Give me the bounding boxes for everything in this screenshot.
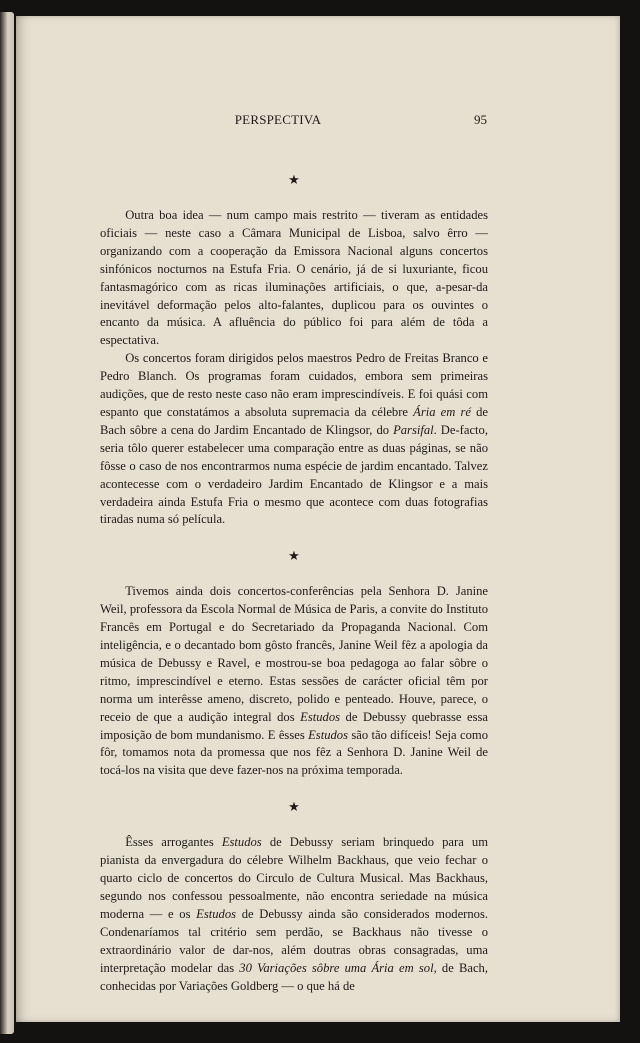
text-run: Êsses arrogantes: [125, 835, 222, 850]
text-run: , de Bach, conhecidas por Variações Goldberg — o que há de: [100, 960, 489, 993]
text-run: Outra boa idea — num campo mais restrito — tiveram as entidades oficiais — neste caso a Câmara Municipal de Lisboa, salvo êrro — organizando com a cooperação da Emissora Nacional alguns concertos sinfónicos nocturnos na Estufa Fria. O cenário, já de si luxuriante, ficou fantasmagórico com as ricas iluminações artificiais, o que, a-pesar-da inevitável deformação pelos alto-falantes, duplicou para os ouvintes o encanto da música. A afluência do público foi para além de tôda a espectativa.: [100, 208, 488, 348]
italic-title: Estudos: [196, 906, 237, 921]
italic-title: Parsifal: [393, 422, 434, 437]
page-number: 95: [474, 112, 487, 127]
text-run: de Debussy ainda são considerados modernos. Condenaríamos tal critério sem perdão, se Backhaus não tivesse o extraordinário valor de dar-nos, além doutras obras consagradas, uma interpretação modelar das: [100, 906, 488, 975]
paragraph: [100, 207, 488, 350]
section-gap: [100, 529, 488, 547]
journal-title: PERSPECTIVA: [234, 112, 322, 127]
italic-title: Estudos: [308, 727, 348, 742]
italic-title: Estudos: [221, 835, 262, 850]
italic-title: Ária em ré: [413, 404, 471, 419]
body-text: [100, 171, 488, 995]
page: [16, 16, 620, 1022]
italic-title: 30 Variações sôbre uma Ária em sol: [239, 960, 434, 975]
text-run: de Bach sôbre a cena do Jardim Encantado de Klingsor, do: [100, 404, 488, 437]
paragraph: [100, 583, 488, 780]
text-run: Os concertos foram dirigidos pelos maestros Pedro de Freitas Branco e Pedro Blanch. Os programas foram cuidados, embora sem primeiras audições, que de resto neste caso não eram imprescindíveis. E foi quási com espanto que constatámos a absoluta supremacia da célebre: [100, 351, 488, 419]
paragraph: [100, 350, 488, 529]
paragraph: [100, 834, 488, 995]
section-star-ornament: ★: [288, 799, 300, 815]
section-star-ornament: ★: [288, 548, 300, 564]
italic-title: Estudos: [300, 709, 341, 724]
text-run: de Debussy quebrasse essa imposição de bom mundanismo. E êsses: [100, 709, 488, 742]
running-head: [16, 112, 620, 134]
text-run: Tivemos ainda dois concertos-conferências pela Senhora D. Janine Weil, professora da Escola Normal de Música de Paris, a convite do Instituto Francês em Portugal e do Secretariado da Propaganda Nacional. Com inteligência, e o decantado bom gôsto francês, Janine Weil fêz a apologia da música de Debussy e Ravel, e mostrou-se boa pedagoga ao falar sôbre o ritmo, imprescindível e eterno. Estas sessões de carácter oficial têm por norma um interêsse ameno, discreto, polido e penteado. Houve, parece, o receio de que a audição integral dos: [100, 584, 488, 724]
section-gap: [100, 780, 488, 798]
previous-page-edge: [0, 12, 14, 1034]
section-star-ornament: ★: [288, 172, 300, 187]
text-run: de Debussy seriam brinquedo para um pianista da envergadura do célebre Wilhelm Backhaus, que veio fechar o quarto ciclo de concertos do Circulo de Cultura Musical. Mas Backhaus, segundo nos confessou pessoalmente, não encontra seriedade na música moderna — e os: [100, 835, 488, 921]
text-run: são tão difíceis! Seja como fôr, tomamos nota da promessa que nos fêz a Senhora D. Janine Weil de tocá-los na visita que deve fazer-nos na próxima temporada.: [100, 727, 488, 778]
text-run: . De-facto, seria tôlo querer estabelecer uma comparação entre as duas páginas, se não fôsse o caso de nos encontrarmos numa espécie de jardim encantado. Talvez acontecesse com o verdadeiro Jardim Encantado de Klingsor e a mais verdadeira ainda Estufa Fria o mesmo que acontece com duas fotografias tiradas numa só película.: [100, 422, 489, 527]
